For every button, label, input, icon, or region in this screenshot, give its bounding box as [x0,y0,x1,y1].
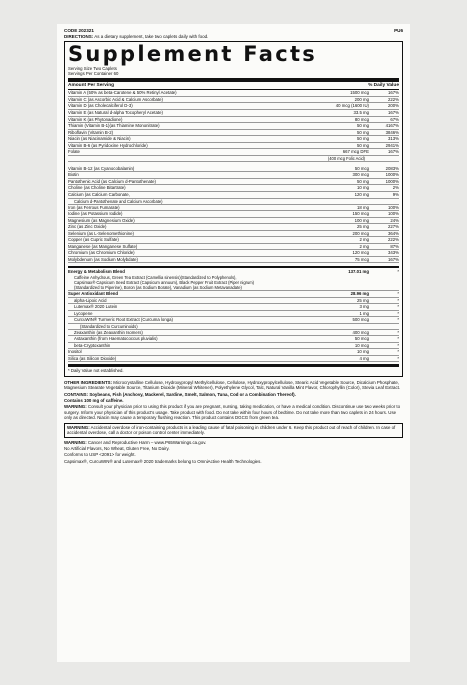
directions-text: As a dietary supplement, take two caplets daily with food. [94,33,209,39]
product-code: CODE 202321 [64,28,94,33]
iron-warning-box [64,423,403,438]
nutrient-dv: * [397,349,399,355]
curcumin-sub: (Standardized to Curcuminoids) [68,324,399,330]
nutrient-amount: 1500 mcg [350,90,369,96]
iron-warning-label: WARNING: [67,424,90,430]
nutrient-name: Magnesium (as Magnesium Oxide) [68,217,135,223]
nutrient-dv: * [397,304,399,310]
bottom-rule [68,364,399,367]
nutrient-amount: 50 mcg [354,165,369,171]
trademarks: Capsimax®, CurcuWIN® and Lutemax® 2020 trademarks belong to OmniActive Health Technologies. [64,458,262,464]
nutrient-amount: 50 mg [357,129,369,135]
contains [64,392,403,397]
nutrient-name: Molybdenum (as Sodium Molybdate) [68,256,138,262]
nutrient-dv: 1000% [385,172,399,178]
nutrient-amount: 80 mcg [354,116,369,122]
nutrient-amount: 4 mg [359,355,369,361]
nutrient-name: Vitamin E (as Natural d-alpha Tocopheryl Acetate) [68,109,163,115]
nutrient-amount: 10 mg [357,185,369,191]
nutrient-amount: 50 mg [357,178,369,184]
antioxidant-blend-dv: * [397,290,399,296]
warning-label: WARNING: [64,404,87,410]
vitamin-rows [68,90,399,155]
antioxidant-blend-name: Super Antioxidant Blend [68,290,118,296]
nutrient-name: Astaxanthin (from Haematococcus pluvialis) [74,336,158,342]
calcium-sub: Calcium d-Pantothenate and Calcium Ascorbate) [68,199,399,205]
nutrient-name: Manganese (as Manganese Sulfate) [68,243,138,249]
nutrient-amount: 50 mg [357,142,369,148]
nutrient-dv: 24% [390,217,399,223]
nutrient-row [68,257,399,264]
nutrient-dv: 227% [388,224,399,230]
caffeine-note: Contains 100 mg of caffeine. [64,398,124,404]
energy-blend-dv: * [397,269,399,275]
nutrient-dv: * [397,297,399,303]
nutrient-amount: 1 mg [359,310,369,316]
blend-rule [68,266,399,268]
servings-per-container: Servings Per Container 60 [68,71,119,77]
nutrient-dv: * [397,336,399,342]
nutrient-amount: 120 mcg [352,250,369,256]
nutrient-dv: * [397,355,399,361]
other-ingredients-text: Microcrystalline Cellulose, Hydroxypropyl Methylcellulose, Cellulose, Hydroxypropylcellulose, Stearic Acid Vegetable Source, Dicalcium Phosphate, Magnesium Stearate Vegetable Source, Titanium Dioxide (Mineral Whitener), Polyethylene Glycol, Talc, Natural Vanilla Mint Flavor, Chlorophyllin (Color), Stevia Leaf Extract. [64,379,401,391]
nutrient-dv: 4167% [385,123,399,129]
nutrient-amount: 40 mcg (1600 IU) [335,103,369,109]
nutrient-dv: 200% [388,103,399,109]
nutrient-amount: 75 mcg [354,256,369,262]
serving-size: Serving Size Two Caplets [68,65,117,71]
nutrient-dv: 87% [390,243,399,249]
nutrient-dv: 167% [388,109,399,115]
nutrient-dv: * [397,310,399,316]
directions [64,34,403,39]
nutrient-amount: 10 mcg [354,342,369,348]
nutrient-amount: 2 mg [359,237,369,243]
contains-label: CONTAINS: [64,391,89,397]
nutrient-name: beta-Cryptoxanthin [74,342,111,348]
nutrient-dv: 2% [392,185,399,191]
nutrient-dv: 100% [388,204,399,210]
energy-sub-2: Capsimax® Capsicum Seed Extract (Capsicum annuum), Black Pepper Fruit Extract (Piper nigrum) [74,279,255,285]
nutrient-name: Riboflavin (Vitamin B-2) [68,129,114,135]
energy-sub-3: (Standardized to Piperine), Boron (as Sodium Borate), Vanadium (as Sodium Metavanadate) [68,285,399,291]
nutrient-name: Vitamin A (50% as beta-Carotene & 50% Retinyl Acetate) [68,90,177,96]
nutrient-dv: * [397,342,399,348]
nutrient-name: Inositol [68,349,82,355]
vitamin-rows-2 [68,166,399,199]
nutrient-name: Thiamin (Vitamin B-1)(as Thiamine Mononitrate) [68,123,160,129]
nutrient-dv: 343% [388,250,399,256]
prop65-warning [64,440,403,445]
antioxidant-rows [68,298,399,324]
nutrient-name: Zeaxanthin (as Zeaxanthin Isomers) [74,329,143,335]
nutrient-amount: 100 mg [354,217,369,223]
energy-blend-amount: 137.01 mg [348,269,369,275]
nutrient-dv: 222% [388,237,399,243]
nutrient-name: Vitamin K (as Phytonadione) [68,116,123,122]
dv-note: * Daily Value not established. [68,368,124,374]
nutrient-name: Folate [68,149,80,155]
nutrient-name: alpha-Lipoic Acid [74,297,107,303]
facts-title: Supplement Facts [68,41,318,66]
nutrient-name: Iron (as Ferrous Fumarate) [68,204,120,210]
nutrient-dv: 364% [388,230,399,236]
nutrient-amount: 10 mg [357,349,369,355]
supplement-label [57,24,410,662]
nutrient-dv: 1000% [385,178,399,184]
nutrient-name: Vitamin B-12 (as Cyanocobalamin) [68,165,135,171]
warning [64,404,403,420]
nutrient-amount: 18 mg [357,204,369,210]
nutrient-name: CurcuWIN® Turmeric Root Extract (Curcuma longa) [74,317,173,323]
nutrient-dv: 9% [392,191,399,197]
warning-text: Consult your physician prior to using this product if you are pregnant, nursing, taking medication, or have a medical condition. Discontinue use two weeks prior to surgery. Inform your physician of this product's usage. Take product with food. Do not take within four hours of bedtime. Do not take more than two caplets in 24 hours. Use only as directed. Niacin may cause a temporary flushing reaction. This product contains DGCG from green tea. [64,404,401,421]
nutrient-name: Pantothenic Acid (as Calcium d-Pantothenate) [68,178,156,184]
nutrient-dv: * [397,329,399,335]
antioxidant-blend-amount: 28.96 mg [350,290,369,296]
supplement-facts-panel [64,41,403,377]
usp-note: Conforms to USP <2091> for weight. [64,452,136,458]
nutrient-amount: 50 mg [357,136,369,142]
nutrient-dv: 2083% [385,165,399,171]
nutrient-dv: * [397,317,399,323]
nutrient-dv: 2941% [385,142,399,148]
nutrient-name: Vitamin D (as Cholecalciferol D-3) [68,103,133,109]
nutrient-name: Lycopene [74,310,93,316]
nutrient-amount: 25 mg [357,297,369,303]
other-ingredients-label: OTHER INGREDIENTS: [64,379,113,385]
dv-header: % Daily Value [368,83,399,89]
nutrient-amount: 200 mg [354,96,369,102]
nutrient-dv: 3846% [385,129,399,135]
nutrient-dv: 222% [388,96,399,102]
nutrient-amount: 500 mcg [352,317,369,323]
nutrient-name: Iodine (as Potassium Iodide) [68,211,123,217]
no-artificial: No Artificial Flavors, No Wheat, Gluten Free, No Dairy. [64,445,170,451]
energy-blend-name: Energy & Metabolism Blend [68,269,125,275]
nutrient-name: Zinc (as Zinc Oxide) [68,224,107,230]
nutrient-amount: 300 mcg [352,172,369,178]
iron-warning-text: Accidental overdose of iron-containing products is a leading cause of fatal poisoning in children under 6. Keep this product out of reach of children. In case of accidental overdose, call a doctor or poison control center immediately. [67,424,396,436]
nutrient-amount: 400 mcg [352,329,369,335]
other-ingredients [64,380,403,391]
nutrient-name: Silica (as Silicon Dioxide) [68,355,117,361]
nutrient-amount: 50 mcg [354,336,369,342]
nutrient-amount: 150 mcg [352,211,369,217]
nutrient-name: Selenium (as L-Selenomethionine) [68,230,134,236]
other-rows [68,349,399,362]
prop65-text: Cancer and Reproductive Harm – www.P65Warnings.ca.gov. [87,439,207,445]
nutrient-dv: 167% [388,149,399,155]
nutrient-name: Calcium (as Calcium Carbonate, [68,191,130,197]
mineral-rows [68,205,399,264]
nutrient-name: Choline (as Choline Bitartrate) [68,185,126,191]
nutrient-amount: 200 mcg [352,230,369,236]
nutrient-amount: 25 mg [357,224,369,230]
column-header [68,83,399,90]
directions-label: DIRECTIONS: [64,33,94,39]
nutrient-name: Niacin (as Niacinamide & Niacin) [68,136,131,142]
nutrient-row [68,356,399,363]
nutrient-name: Copper (as Cupric Sulfate) [68,237,119,243]
corner-code: PU6 [394,28,403,33]
contains-text: Soybeans, Fish (Anchovy, Mackerel, Sardine, Smelt, Salmon, Tuna, Cod or a Combination Thereof). [89,391,296,397]
folate-sub: (400 mcg Folic Acid) [68,156,399,162]
nutrient-name: Biotin [68,172,79,178]
nutrient-amount: 33.5 mg [353,109,369,115]
nutrient-dv: 167% [388,90,399,96]
nutrient-amount: 50 mg [357,123,369,129]
antioxidant-rows-2 [68,330,399,350]
thick-rule [68,78,399,82]
energy-sub-1: Caffeine Anhydrous, Green Tea Extract (Camellia sinensis)(Standardized to Polyphenols), [74,274,237,280]
nutrient-dv: 67% [390,116,399,122]
nutrient-name: Vitamin C (as Ascorbic Acid & Calcium Ascorbate) [68,96,163,102]
nutrient-dv: 167% [388,256,399,262]
nutrient-amount: 2 mg [359,243,369,249]
nutrient-name: Lutemax® 2020 Lutein [74,304,118,310]
amount-header: Amount Per Serving [68,83,115,89]
nutrient-amount: 120 mg [354,191,369,197]
nutrient-amount: 667 mcg DFE [342,149,369,155]
nutrient-name: Chromium (as Chromium Chloride) [68,250,135,256]
nutrient-dv: 100% [388,211,399,217]
nutrient-amount: 3 mg [359,304,369,310]
nutrient-dv: 313% [388,136,399,142]
prop65-label: WARNING: [64,439,87,445]
nutrient-name: Vitamin B-6 (as Pyridoxine Hydrochloride) [68,142,148,148]
